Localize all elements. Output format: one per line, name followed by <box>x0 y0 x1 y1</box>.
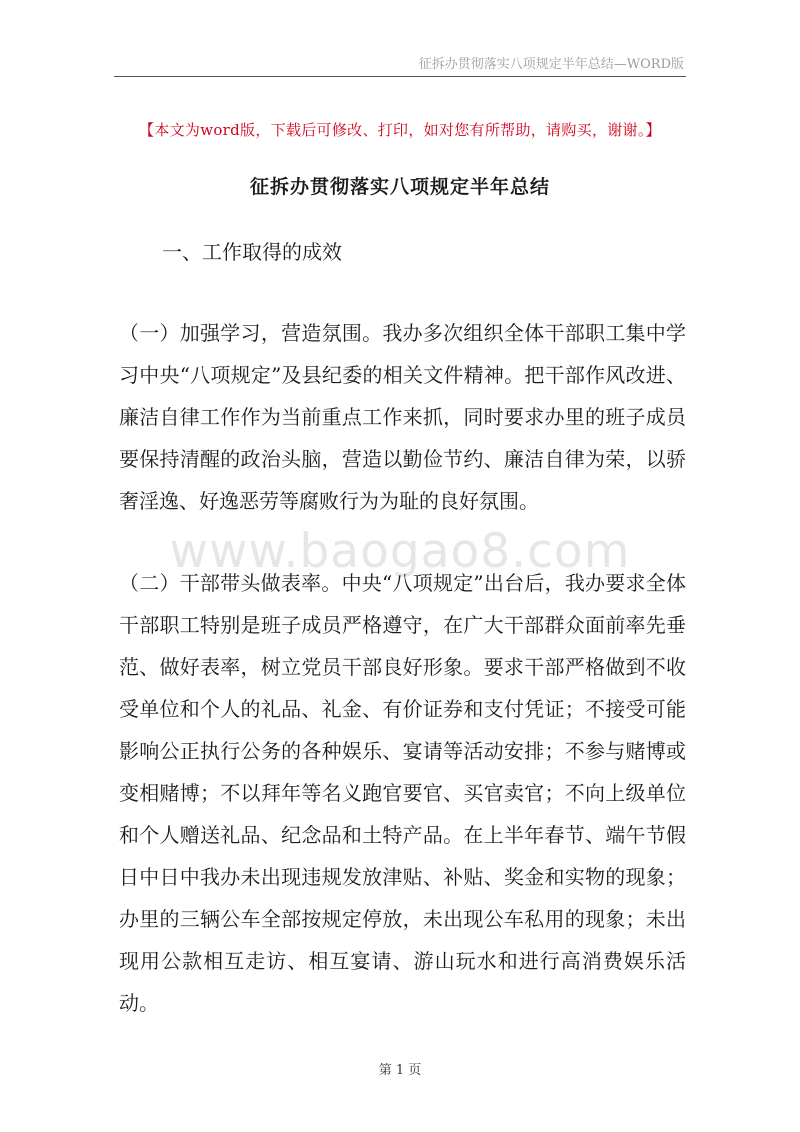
section-heading: 一、工作取得的成效 <box>162 240 342 264</box>
running-header: 征拆办贯彻落实八项规定半年总结—WORD版 <box>418 57 684 72</box>
document-title: 征拆办贯彻落实八项规定半年总结 <box>249 176 550 198</box>
header-divider <box>114 76 686 77</box>
paragraph-strengthen-study: （一）加强学习，营造氛围。我办多次组织全体干部职工集中学习中央“八项规定”及县纪委的相关文件精神。把干部作风改进、廉洁自律工作作为当前重点工作来抓，同时要求办里的班子成员要保持清醒的政治头脑，营造以勤俭节约、廉洁自律为荣，以骄奢淫逸、好逸恶劳等腐败行为为耻的良好氛围。 <box>119 321 686 513</box>
purchase-notice: 【本文为word版，下载后可修改、打印，如对您有所帮助，请购买，谢谢。】 <box>139 121 661 139</box>
page-number: 第 1 页 <box>378 1063 422 1078</box>
paragraph-cadres-lead: （二）干部带头做表率。中央“八项规定”出台后，我办要求全体干部职工特别是班子成员严格遵守，在广大干部群众面前率先垂范、做好表率，树立党员干部良好形象。要求干部严格做到不收受单位和个人的礼品、礼金、有价证券和支付凭证；不接受可能影响公正执行公务的各种娱乐、宴请等活动安排；不参与赌博或变相赌博；不以拜年等名义跑官要官、买官卖官；不向上级单位和个人赠送礼品、纪念品和土特产品。在上半年春节、端午节假日中日中我办未出现违规发放津贴、补贴、奖金和实物的现象；办里的三辆公车全部按规定停放，未出现公车私用的现象；未出现用公款相互走访、相互宴请、游山玩水和进行高消费娱乐活动。 <box>119 571 686 1015</box>
watermark: www.baogao8.com <box>169 524 631 579</box>
